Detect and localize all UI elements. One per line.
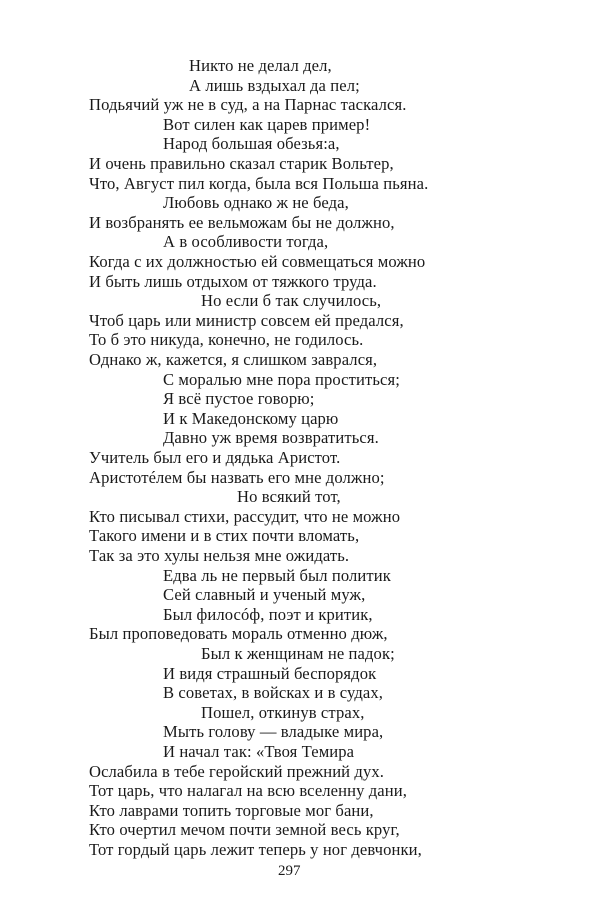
- poem-line: Однако ж, кажется, я слишком заврался,: [89, 350, 378, 369]
- poem-line: Так за это хулы нельзя мне ожидать.: [89, 546, 350, 565]
- poem-line: И начал так: «Твоя Темира: [163, 742, 355, 761]
- poem-line: Чтоб царь или министр совсем ей предался,: [89, 310, 404, 330]
- poem-line: Подьячий уж не в суд, а на Парнас таскался.: [89, 95, 407, 115]
- poem-line: И видя страшный беспорядок: [163, 663, 377, 683]
- poem-line: Кто очертил мечом почти земной весь круг,: [89, 820, 400, 840]
- poem-line: Такого имени и в стих почти вломать,: [89, 526, 360, 546]
- poem-line: Кто писывал стихи, рассудит, что не можно: [89, 506, 401, 526]
- poem-line: С моралью мне пора проститься;: [163, 369, 400, 389]
- page-number: 297: [278, 863, 301, 879]
- poem-line: Но всякий тот,: [237, 487, 341, 507]
- poem-line: Учитель был его и дядька Аристот.: [89, 448, 341, 467]
- poem-line: Никто не делал дел,: [189, 56, 332, 75]
- poem-line: Вот силен как царев пример!: [163, 114, 371, 134]
- poem-line: Пошел, откинув страх,: [201, 702, 365, 722]
- poem-line: Едва ль не первый был политик: [163, 565, 391, 585]
- poem-line: А лишь вздыхал да пел;: [189, 75, 360, 95]
- poem-line: В советах, в войсках и в судах,: [163, 683, 384, 703]
- poem-line: Сей славный и ученый муж,: [163, 585, 366, 605]
- poem-line: Был филосóф, поэт и критик,: [163, 604, 373, 624]
- poem-line: Был проповедовать мораль отменно дюж,: [89, 624, 388, 644]
- poem-line: Тот царь, что налагал на всю вселенну дани,: [89, 781, 407, 801]
- poem-line: Когда с их должностью ей совмещаться можно: [89, 252, 426, 271]
- poem-line: И быть лишь отдыхом от тяжкого труда.: [89, 271, 377, 291]
- poem-line: Аристотéлем бы назвать его мне должно;: [89, 467, 385, 487]
- poem-line: Я всё пустое говорю;: [163, 389, 315, 409]
- poem-line: Был к женщинам не падок;: [201, 644, 395, 663]
- poem-line: Мыть голову — владыке мира,: [163, 722, 384, 742]
- poem-line: Любовь однако ж не беда,: [163, 193, 349, 213]
- poem-line: А в особливости тогда,: [163, 232, 329, 252]
- poem-line: Народ большая обезья:а,: [163, 134, 340, 154]
- poem-line: Но если б так случилось,: [201, 291, 382, 311]
- poem-line: То б это никуда, конечно, не годилось.: [89, 330, 364, 350]
- poem-line: Кто лаврами топить торговые мог бани,: [89, 800, 374, 820]
- poem-line: Что, Август пил когда, была вся Польша пьяна.: [89, 173, 429, 193]
- poem-line: И к Македонскому царю: [163, 408, 339, 428]
- poem-line: Тот гордый царь лежит теперь у ног девчонки,: [89, 840, 422, 859]
- poem-line: И возбранять ее вельможам бы не должно,: [89, 212, 395, 232]
- poem-line: Ослабила в тебе геройский прежний дух.: [89, 761, 384, 781]
- poem-line: И очень правильно сказал старик Вольтер,: [89, 154, 394, 173]
- poem-line: Давно уж время возвратиться.: [163, 428, 379, 448]
